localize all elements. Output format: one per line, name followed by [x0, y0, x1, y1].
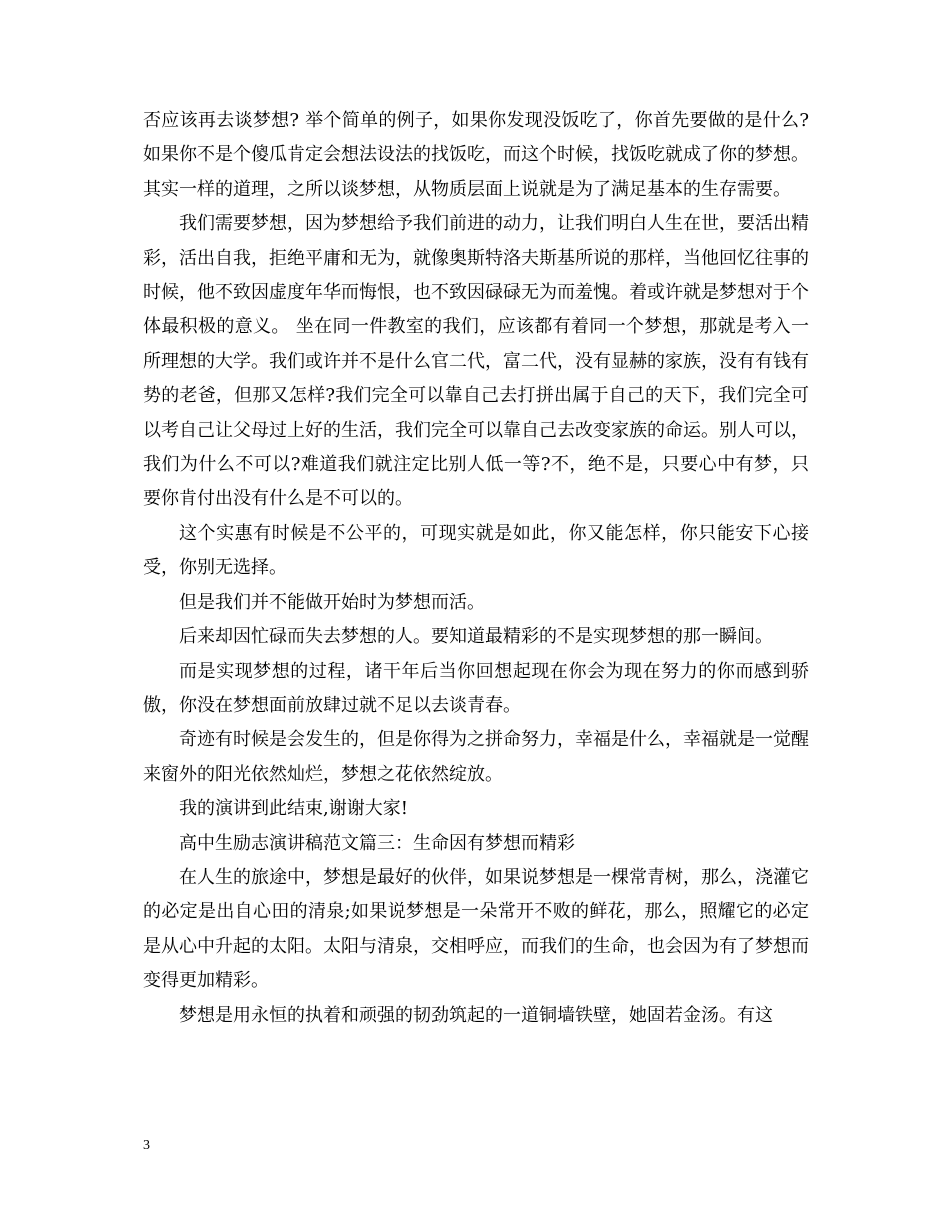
paragraph-10: 梦想是用永恒的执着和顽强的韧劲筑起的一道铜墙铁壁，她固若金汤。有这: [179, 1004, 773, 1026]
paragraph-9: 在人生的旅途中，梦想是最好的伙伴，如果说梦想是一棵常青树，那么，浇灌它的必定是出自心田的清泉;如果说梦想是一朵常开不败的鲜花，那么，照耀它的必定是从心中升起的太阳。太阳与清泉，交相呼应，而我们的生命，也会因为有了梦想而变得更加精彩。: [143, 866, 809, 992]
paragraph-5: 后来却因忙碌而失去梦想的人。要知道最精彩的不是实现梦想的那一瞬间。: [179, 626, 773, 648]
paragraph-1: 否应该再去谈梦想? 举个简单的例子，如果你发现没饭吃了，你首先要做的是什么?如果你不是个傻瓜肯定会想法设法的找饭吃，而这个时候，找饭吃就成了你的梦想。其实一样的道理，之所以谈梦想，从物质层面上说就是为了满足基本的生存需要。: [143, 110, 809, 200]
paragraph-3: 这个实惠有时候是不公平的，可现实就是如此，你又能怎样，你只能安下心接受，你别无选择。: [143, 522, 809, 579]
paragraph-4: 但是我们并不能做开始时为梦想而活。: [179, 591, 485, 613]
paragraph-7: 奇迹有时候是会发生的，但是你得为之拼命努力，幸福是什么，幸福就是一觉醒来窗外的阳光依然灿烂，梦想之花依然绽放。: [143, 729, 809, 785]
document-body: [143, 104, 809, 1033]
paragraph-6: 而是实现梦想的过程，诸干年后当你回想起现在你会为现在努力的你而感到骄傲，你没在梦想面前放肆过就不足以去谈青春。: [143, 660, 809, 716]
section-heading: 高中生励志演讲稿范文篇三：生命因有梦想而精彩: [179, 832, 575, 854]
page-number: 3: [143, 1138, 150, 1153]
paragraph-8: 我的演讲到此结束,谢谢大家!: [179, 798, 408, 820]
paragraph-2: 我们需要梦想，因为梦想给予我们前进的动力，让我们明白人生在世，要活出精彩，活出自我，拒绝平庸和无为，就像奥斯特洛夫斯基所说的那样，当他回忆往事的时候，他不致因虚度年华而悔恨，也不致因碌碌无为而羞愧。着或许就是梦想对于个体最积极的意义。 坐在同一件教室的我们，应该都有着同一个梦想，那就是考入一所理想的大学。我们或许并不是什么官二代，富二代，没有显赫的家族，没有有钱有势的老爸，但那又怎样?我们完全可以靠自己去打拼出属于自己的天下，我们完全可以考自己让父母过上好的生活，我们完全可以靠自己去改变家族的命运。别人可以，我们为什么不可以?难道我们就注定比别人低一等?不，绝不是，只要心中有梦，只要你肯付出没有什么是不可以的。: [143, 213, 809, 510]
